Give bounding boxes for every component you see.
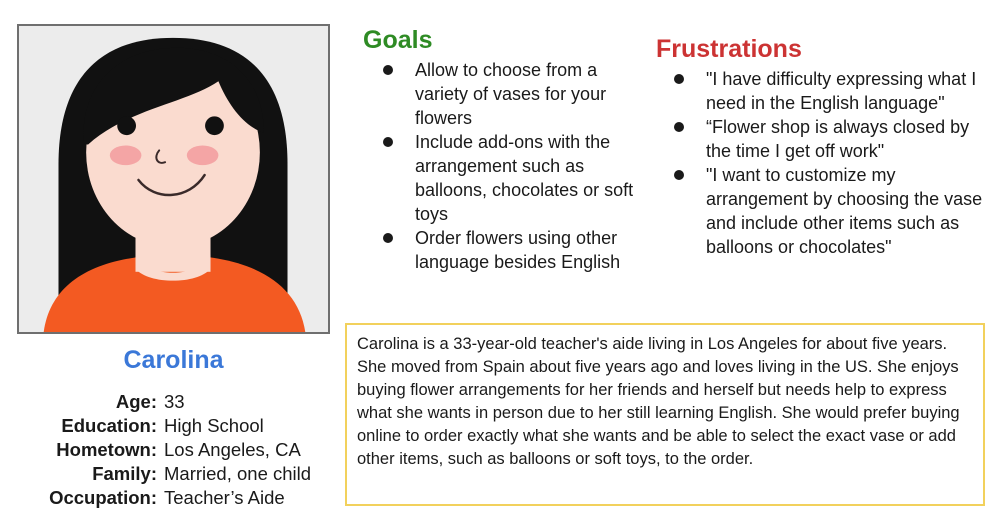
persona-name: Carolina <box>123 346 224 374</box>
profile-row-age <box>20 390 350 414</box>
goal-item: Include add-ons with the arrangement such as balloons, chocolates or soft toys <box>375 130 650 226</box>
persona-profile <box>20 390 350 510</box>
profile-row-education <box>20 414 350 438</box>
profile-value: Teacher’s Aide <box>164 487 285 508</box>
frustration-item: "I have difficulty expressing what I need in the English language" <box>666 67 991 115</box>
goal-item: Allow to choose from a variety of vases for your flowers <box>375 58 650 130</box>
profile-row-hometown <box>20 438 350 462</box>
profile-value: 33 <box>164 391 185 412</box>
goals-title: Goals <box>363 26 433 54</box>
profile-row-family <box>20 462 350 486</box>
profile-value: Los Angeles, CA <box>164 439 301 460</box>
goal-item: Order flowers using other language besides English <box>375 226 650 274</box>
profile-label: Education: <box>61 415 157 436</box>
frustrations-title: Frustrations <box>656 35 802 63</box>
profile-label: Hometown: <box>56 439 157 460</box>
frustrations-list <box>666 67 991 259</box>
profile-label: Occupation: <box>49 487 157 508</box>
bio-box: Carolina is a 33-year-old teacher's aide living in Los Angeles for about five years. She moved from Spain about five years ago and loves living in the US. She enjoys buying flower arrangements for her friends and herself but needs help to express what she wants in person due to her still learning English. She would prefer buying online to order exactly what she wants and be able to select the exact vase or add other items, such as balloons or soft toys, to the order. <box>345 323 985 506</box>
profile-value: Married, one child <box>164 463 312 484</box>
profile-value: High School <box>164 415 264 436</box>
profile-label: Age: <box>115 391 157 412</box>
persona-avatar <box>17 24 330 334</box>
profile-row-occupation <box>20 486 350 510</box>
frustration-item: "I want to customize my arrangement by choosing the vase and include other items such as balloons or chocolates" <box>666 163 991 259</box>
goals-list <box>375 58 650 274</box>
profile-label: Family: <box>92 463 157 484</box>
woman-avatar-icon <box>19 26 328 332</box>
frustration-item: “Flower shop is always closed by the time I get off work" <box>666 115 991 163</box>
